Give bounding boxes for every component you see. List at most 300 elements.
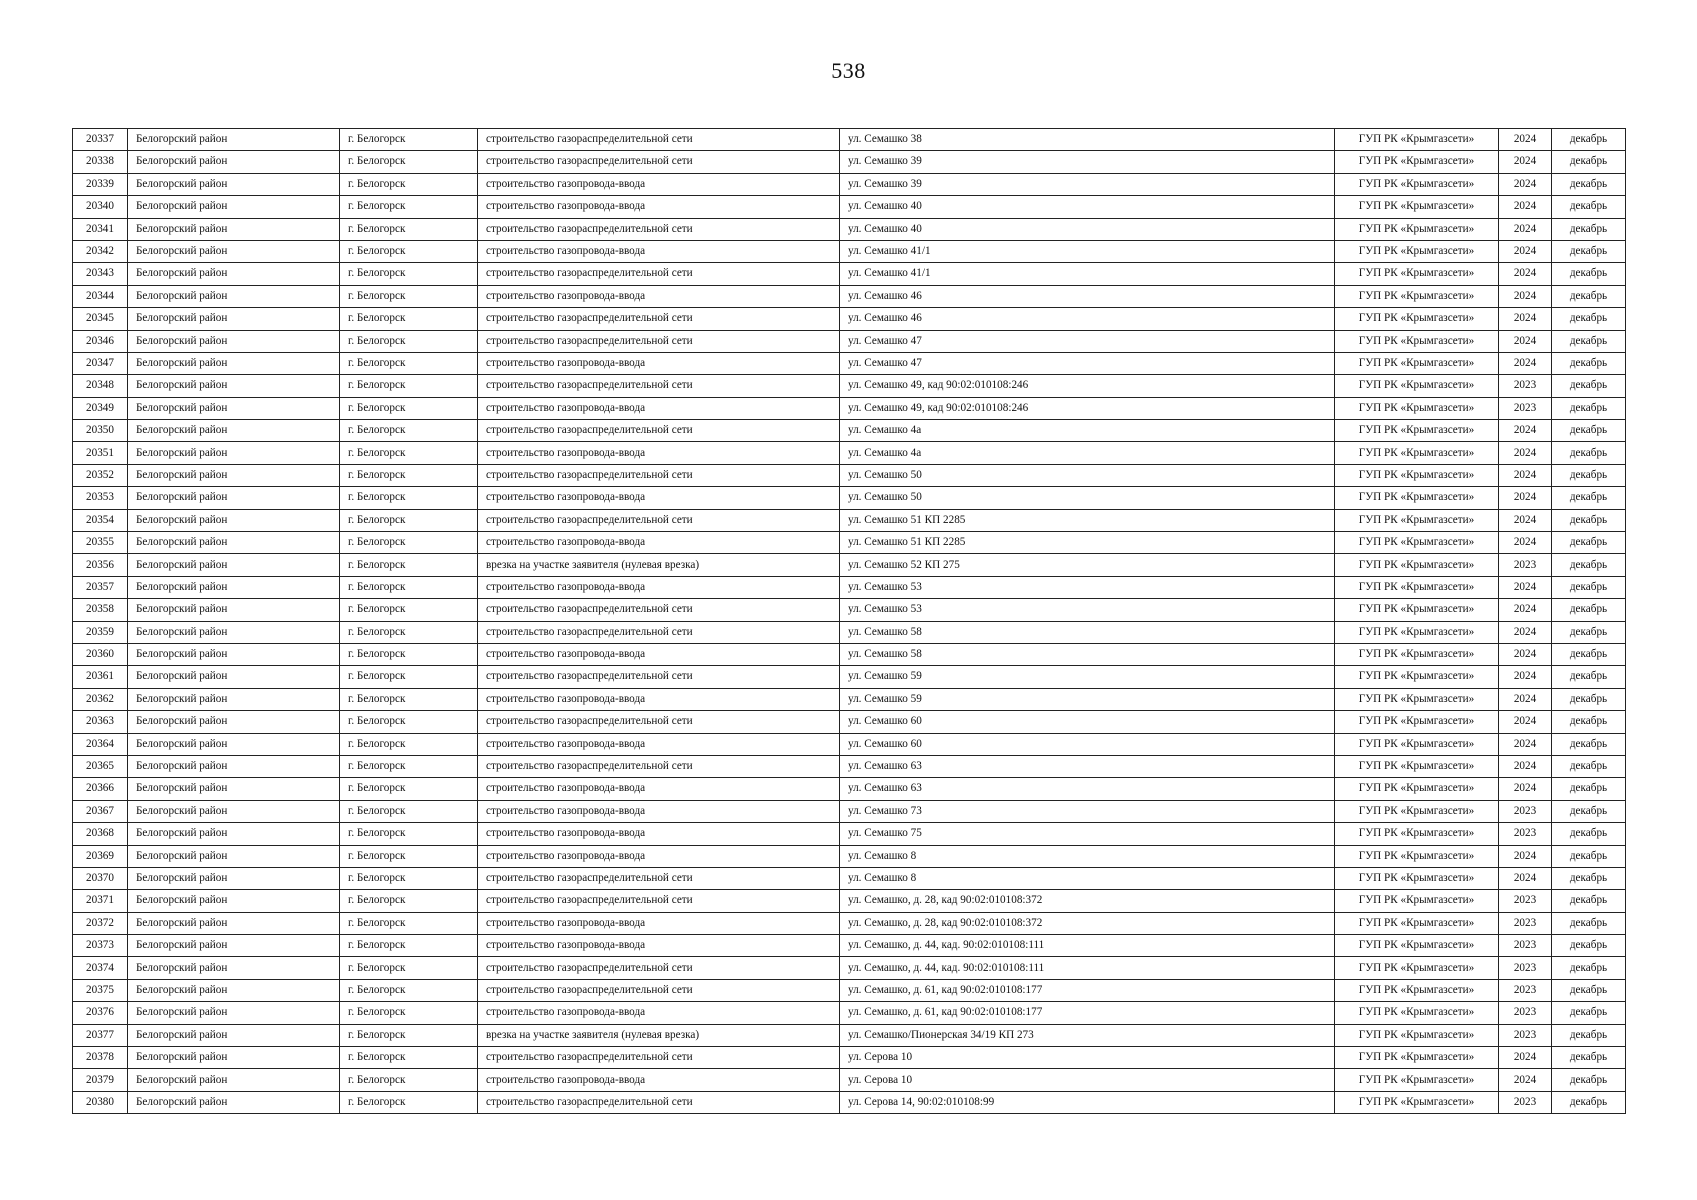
cell-row-number: 20374	[73, 957, 128, 979]
cell-organization: ГУП РК «Крымгазсети»	[1335, 800, 1499, 822]
cell-address: ул. Семашко 50	[840, 487, 1335, 509]
table-row	[73, 263, 1626, 285]
cell-year: 2023	[1499, 912, 1552, 934]
cell-year: 2024	[1499, 666, 1552, 688]
cell-address: ул. Семашко 59	[840, 688, 1335, 710]
cell-district: Белогорский район	[128, 823, 340, 845]
cell-month: декабрь	[1552, 397, 1626, 419]
cell-organization: ГУП РК «Крымгазсети»	[1335, 666, 1499, 688]
cell-organization: ГУП РК «Крымгазсети»	[1335, 1069, 1499, 1091]
cell-year: 2024	[1499, 576, 1552, 598]
cell-organization: ГУП РК «Крымгазсети»	[1335, 196, 1499, 218]
cell-year: 2024	[1499, 1047, 1552, 1069]
cell-work-type: строительство газораспределительной сети	[478, 308, 840, 330]
cell-row-number: 20357	[73, 576, 128, 598]
cell-month: декабрь	[1552, 129, 1626, 151]
cell-year: 2024	[1499, 643, 1552, 665]
cell-organization: ГУП РК «Крымгазсети»	[1335, 352, 1499, 374]
cell-row-number: 20356	[73, 554, 128, 576]
cell-month: декабрь	[1552, 420, 1626, 442]
cell-district: Белогорский район	[128, 778, 340, 800]
table-row	[73, 308, 1626, 330]
cell-address: ул. Семашко, д. 61, кад 90:02:010108:177	[840, 979, 1335, 1001]
cell-locality: г. Белогорск	[340, 755, 478, 777]
cell-year: 2023	[1499, 890, 1552, 912]
cell-locality: г. Белогорск	[340, 800, 478, 822]
table-row	[73, 979, 1626, 1001]
cell-work-type: врезка на участке заявителя (нулевая врезка)	[478, 554, 840, 576]
cell-address: ул. Семашко 75	[840, 823, 1335, 845]
cell-locality: г. Белогорск	[340, 778, 478, 800]
table-row	[73, 218, 1626, 240]
cell-address: ул. Семашко 38	[840, 129, 1335, 151]
cell-row-number: 20379	[73, 1069, 128, 1091]
cell-organization: ГУП РК «Крымгазсети»	[1335, 867, 1499, 889]
table-row	[73, 240, 1626, 262]
cell-address: ул. Семашко 4а	[840, 420, 1335, 442]
cell-organization: ГУП РК «Крымгазсети»	[1335, 979, 1499, 1001]
cell-district: Белогорский район	[128, 397, 340, 419]
cell-year: 2024	[1499, 688, 1552, 710]
cell-row-number: 20373	[73, 935, 128, 957]
cell-organization: ГУП РК «Крымгазсети»	[1335, 643, 1499, 665]
cell-month: декабрь	[1552, 666, 1626, 688]
cell-locality: г. Белогорск	[340, 643, 478, 665]
cell-year: 2023	[1499, 979, 1552, 1001]
cell-year: 2023	[1499, 375, 1552, 397]
table-row	[73, 666, 1626, 688]
table-row	[73, 1091, 1626, 1113]
cell-district: Белогорский район	[128, 285, 340, 307]
cell-organization: ГУП РК «Крымгазсети»	[1335, 129, 1499, 151]
cell-organization: ГУП РК «Крымгазсети»	[1335, 688, 1499, 710]
cell-row-number: 20378	[73, 1047, 128, 1069]
cell-organization: ГУП РК «Крымгазсети»	[1335, 823, 1499, 845]
cell-work-type: строительство газораспределительной сети	[478, 330, 840, 352]
cell-district: Белогорский район	[128, 263, 340, 285]
cell-organization: ГУП РК «Крымгазсети»	[1335, 1047, 1499, 1069]
cell-work-type: строительство газораспределительной сети	[478, 263, 840, 285]
cell-year: 2024	[1499, 196, 1552, 218]
cell-month: декабрь	[1552, 218, 1626, 240]
cell-organization: ГУП РК «Крымгазсети»	[1335, 621, 1499, 643]
cell-month: декабрь	[1552, 464, 1626, 486]
cell-work-type: строительство газораспределительной сети	[478, 1047, 840, 1069]
cell-locality: г. Белогорск	[340, 532, 478, 554]
cell-organization: ГУП РК «Крымгазсети»	[1335, 240, 1499, 262]
cell-year: 2023	[1499, 935, 1552, 957]
table-row	[73, 688, 1626, 710]
cell-month: декабрь	[1552, 352, 1626, 374]
cell-work-type: строительство газораспределительной сети	[478, 464, 840, 486]
cell-year: 2024	[1499, 218, 1552, 240]
cell-work-type: строительство газораспределительной сети	[478, 711, 840, 733]
cell-locality: г. Белогорск	[340, 890, 478, 912]
cell-organization: ГУП РК «Крымгазсети»	[1335, 576, 1499, 598]
cell-row-number: 20364	[73, 733, 128, 755]
table-row	[73, 487, 1626, 509]
cell-locality: г. Белогорск	[340, 912, 478, 934]
cell-year: 2024	[1499, 442, 1552, 464]
cell-year: 2024	[1499, 308, 1552, 330]
cell-month: декабрь	[1552, 308, 1626, 330]
table-row	[73, 554, 1626, 576]
cell-work-type: строительство газораспределительной сети	[478, 509, 840, 531]
cell-work-type: строительство газораспределительной сети	[478, 957, 840, 979]
cell-row-number: 20344	[73, 285, 128, 307]
cell-address: ул. Семашко 52 КП 275	[840, 554, 1335, 576]
cell-row-number: 20372	[73, 912, 128, 934]
cell-year: 2024	[1499, 711, 1552, 733]
table-row	[73, 330, 1626, 352]
cell-row-number: 20347	[73, 352, 128, 374]
cell-district: Белогорский район	[128, 487, 340, 509]
cell-district: Белогорский район	[128, 912, 340, 934]
cell-year: 2023	[1499, 800, 1552, 822]
cell-year: 2023	[1499, 1002, 1552, 1024]
cell-month: декабрь	[1552, 912, 1626, 934]
cell-month: декабрь	[1552, 800, 1626, 822]
cell-organization: ГУП РК «Крымгазсети»	[1335, 711, 1499, 733]
cell-month: декабрь	[1552, 778, 1626, 800]
cell-district: Белогорский район	[128, 1002, 340, 1024]
cell-district: Белогорский район	[128, 599, 340, 621]
cell-work-type: строительство газопровода-ввода	[478, 733, 840, 755]
cell-year: 2024	[1499, 464, 1552, 486]
table-row	[73, 576, 1626, 598]
cell-organization: ГУП РК «Крымгазсети»	[1335, 173, 1499, 195]
cell-row-number: 20342	[73, 240, 128, 262]
cell-row-number: 20363	[73, 711, 128, 733]
cell-year: 2024	[1499, 487, 1552, 509]
cell-address: ул. Семашко 49, кад 90:02:010108:246	[840, 375, 1335, 397]
cell-month: декабрь	[1552, 263, 1626, 285]
cell-district: Белогорский район	[128, 688, 340, 710]
cell-work-type: строительство газораспределительной сети	[478, 621, 840, 643]
cell-district: Белогорский район	[128, 1024, 340, 1046]
cell-address: ул. Семашко 73	[840, 800, 1335, 822]
table-row	[73, 151, 1626, 173]
cell-work-type: строительство газопровода-ввода	[478, 352, 840, 374]
table-row	[73, 867, 1626, 889]
cell-row-number: 20341	[73, 218, 128, 240]
cell-address: ул. Семашко 50	[840, 464, 1335, 486]
cell-locality: г. Белогорск	[340, 957, 478, 979]
cell-district: Белогорский район	[128, 308, 340, 330]
cell-locality: г. Белогорск	[340, 823, 478, 845]
cell-district: Белогорский район	[128, 867, 340, 889]
cell-district: Белогорский район	[128, 979, 340, 1001]
table-row	[73, 196, 1626, 218]
cell-month: декабрь	[1552, 173, 1626, 195]
cell-address: ул. Семашко 40	[840, 196, 1335, 218]
cell-district: Белогорский район	[128, 1091, 340, 1113]
table-row	[73, 285, 1626, 307]
cell-address: ул. Семашко 41/1	[840, 240, 1335, 262]
cell-district: Белогорский район	[128, 1047, 340, 1069]
cell-year: 2024	[1499, 621, 1552, 643]
cell-work-type: строительство газораспределительной сети	[478, 420, 840, 442]
cell-organization: ГУП РК «Крымгазсети»	[1335, 778, 1499, 800]
cell-address: ул. Семашко 51 КП 2285	[840, 509, 1335, 531]
cell-locality: г. Белогорск	[340, 218, 478, 240]
cell-work-type: строительство газораспределительной сети	[478, 375, 840, 397]
cell-row-number: 20371	[73, 890, 128, 912]
cell-locality: г. Белогорск	[340, 1047, 478, 1069]
cell-district: Белогорский район	[128, 890, 340, 912]
cell-month: декабрь	[1552, 487, 1626, 509]
cell-locality: г. Белогорск	[340, 599, 478, 621]
cell-month: декабрь	[1552, 151, 1626, 173]
cell-work-type: строительство газораспределительной сети	[478, 867, 840, 889]
cell-address: ул. Семашко 63	[840, 778, 1335, 800]
cell-month: декабрь	[1552, 621, 1626, 643]
cell-organization: ГУП РК «Крымгазсети»	[1335, 487, 1499, 509]
cell-organization: ГУП РК «Крымгазсети»	[1335, 218, 1499, 240]
cell-year: 2024	[1499, 509, 1552, 531]
cell-district: Белогорский район	[128, 196, 340, 218]
cell-address: ул. Семашко 39	[840, 173, 1335, 195]
cell-month: декабрь	[1552, 845, 1626, 867]
cell-month: декабрь	[1552, 711, 1626, 733]
cell-locality: г. Белогорск	[340, 151, 478, 173]
cell-year: 2023	[1499, 957, 1552, 979]
cell-work-type: врезка на участке заявителя (нулевая врезка)	[478, 1024, 840, 1046]
table-row	[73, 464, 1626, 486]
cell-work-type: строительство газораспределительной сети	[478, 755, 840, 777]
table-row	[73, 1024, 1626, 1046]
cell-district: Белогорский район	[128, 129, 340, 151]
cell-district: Белогорский район	[128, 935, 340, 957]
cell-address: ул. Семашко 53	[840, 599, 1335, 621]
cell-work-type: строительство газопровода-ввода	[478, 487, 840, 509]
cell-district: Белогорский район	[128, 420, 340, 442]
cell-row-number: 20339	[73, 173, 128, 195]
cell-month: декабрь	[1552, 935, 1626, 957]
cell-locality: г. Белогорск	[340, 711, 478, 733]
cell-row-number: 20354	[73, 509, 128, 531]
cell-work-type: строительство газопровода-ввода	[478, 532, 840, 554]
cell-work-type: строительство газораспределительной сети	[478, 599, 840, 621]
cell-organization: ГУП РК «Крымгазсети»	[1335, 845, 1499, 867]
cell-month: декабрь	[1552, 733, 1626, 755]
table-row	[73, 755, 1626, 777]
cell-locality: г. Белогорск	[340, 1069, 478, 1091]
cell-locality: г. Белогорск	[340, 733, 478, 755]
table-row	[73, 420, 1626, 442]
cell-address: ул. Семашко, д. 44, кад. 90:02:010108:111	[840, 957, 1335, 979]
cell-month: декабрь	[1552, 979, 1626, 1001]
cell-row-number: 20366	[73, 778, 128, 800]
cell-work-type: строительство газопровода-ввода	[478, 688, 840, 710]
cell-organization: ГУП РК «Крымгазсети»	[1335, 890, 1499, 912]
table-row	[73, 375, 1626, 397]
cell-address: ул. Семашко 58	[840, 643, 1335, 665]
cell-address: ул. Семашко 60	[840, 733, 1335, 755]
cell-year: 2024	[1499, 285, 1552, 307]
cell-month: декабрь	[1552, 890, 1626, 912]
table-row	[73, 733, 1626, 755]
table-row	[73, 845, 1626, 867]
cell-address: ул. Семашко 46	[840, 285, 1335, 307]
cell-district: Белогорский район	[128, 151, 340, 173]
cell-address: ул. Семашко 58	[840, 621, 1335, 643]
cell-locality: г. Белогорск	[340, 509, 478, 531]
cell-row-number: 20352	[73, 464, 128, 486]
cell-address: ул. Семашко 39	[840, 151, 1335, 173]
cell-year: 2024	[1499, 778, 1552, 800]
cell-organization: ГУП РК «Крымгазсети»	[1335, 532, 1499, 554]
cell-district: Белогорский район	[128, 532, 340, 554]
registry-body	[73, 129, 1626, 1114]
cell-locality: г. Белогорск	[340, 576, 478, 598]
cell-year: 2024	[1499, 532, 1552, 554]
cell-row-number: 20370	[73, 867, 128, 889]
cell-address: ул. Семашко 47	[840, 352, 1335, 374]
cell-year: 2024	[1499, 420, 1552, 442]
cell-year: 2024	[1499, 330, 1552, 352]
cell-organization: ГУП РК «Крымгазсети»	[1335, 733, 1499, 755]
cell-district: Белогорский район	[128, 173, 340, 195]
cell-organization: ГУП РК «Крымгазсети»	[1335, 420, 1499, 442]
cell-address: ул. Семашко, д. 28, кад 90:02:010108:372	[840, 912, 1335, 934]
cell-year: 2024	[1499, 599, 1552, 621]
cell-address: ул. Семашко 8	[840, 845, 1335, 867]
cell-organization: ГУП РК «Крымгазсети»	[1335, 957, 1499, 979]
cell-organization: ГУП РК «Крымгазсети»	[1335, 308, 1499, 330]
page-number: 538	[831, 58, 866, 83]
cell-locality: г. Белогорск	[340, 173, 478, 195]
cell-address: ул. Семашко/Пионерская 34/19 КП 273	[840, 1024, 1335, 1046]
cell-organization: ГУП РК «Крымгазсети»	[1335, 285, 1499, 307]
cell-locality: г. Белогорск	[340, 308, 478, 330]
cell-row-number: 20349	[73, 397, 128, 419]
table-row	[73, 1002, 1626, 1024]
cell-address: ул. Серова 10	[840, 1069, 1335, 1091]
cell-year: 2024	[1499, 1069, 1552, 1091]
cell-year: 2023	[1499, 554, 1552, 576]
cell-work-type: строительство газопровода-ввода	[478, 173, 840, 195]
cell-row-number: 20360	[73, 643, 128, 665]
cell-month: декабрь	[1552, 1047, 1626, 1069]
cell-work-type: строительство газопровода-ввода	[478, 1069, 840, 1091]
cell-work-type: строительство газопровода-ввода	[478, 196, 840, 218]
cell-row-number: 20368	[73, 823, 128, 845]
cell-organization: ГУП РК «Крымгазсети»	[1335, 509, 1499, 531]
cell-month: декабрь	[1552, 554, 1626, 576]
cell-row-number: 20350	[73, 420, 128, 442]
cell-work-type: строительство газопровода-ввода	[478, 442, 840, 464]
cell-month: декабрь	[1552, 755, 1626, 777]
cell-year: 2024	[1499, 240, 1552, 262]
cell-locality: г. Белогорск	[340, 1024, 478, 1046]
cell-locality: г. Белогорск	[340, 464, 478, 486]
cell-address: ул. Семашко 41/1	[840, 263, 1335, 285]
cell-organization: ГУП РК «Крымгазсети»	[1335, 755, 1499, 777]
table-row	[73, 1069, 1626, 1091]
cell-month: декабрь	[1552, 1002, 1626, 1024]
cell-locality: г. Белогорск	[340, 935, 478, 957]
cell-locality: г. Белогорск	[340, 554, 478, 576]
cell-month: декабрь	[1552, 196, 1626, 218]
cell-locality: г. Белогорск	[340, 442, 478, 464]
cell-year: 2024	[1499, 352, 1552, 374]
cell-month: декабрь	[1552, 1091, 1626, 1113]
cell-row-number: 20343	[73, 263, 128, 285]
table-row	[73, 890, 1626, 912]
cell-month: декабрь	[1552, 1069, 1626, 1091]
cell-month: декабрь	[1552, 532, 1626, 554]
cell-year: 2024	[1499, 867, 1552, 889]
cell-row-number: 20380	[73, 1091, 128, 1113]
cell-year: 2023	[1499, 1091, 1552, 1113]
cell-address: ул. Серова 14, 90:02:010108:99	[840, 1091, 1335, 1113]
cell-row-number: 20353	[73, 487, 128, 509]
cell-month: декабрь	[1552, 285, 1626, 307]
cell-locality: г. Белогорск	[340, 352, 478, 374]
cell-address: ул. Семашко 47	[840, 330, 1335, 352]
cell-organization: ГУП РК «Крымгазсети»	[1335, 599, 1499, 621]
cell-year: 2024	[1499, 263, 1552, 285]
cell-year: 2024	[1499, 733, 1552, 755]
cell-locality: г. Белогорск	[340, 487, 478, 509]
cell-organization: ГУП РК «Крымгазсети»	[1335, 151, 1499, 173]
table-row	[73, 532, 1626, 554]
cell-work-type: строительство газораспределительной сети	[478, 218, 840, 240]
cell-row-number: 20365	[73, 755, 128, 777]
cell-row-number: 20340	[73, 196, 128, 218]
cell-address: ул. Семашко 51 КП 2285	[840, 532, 1335, 554]
cell-work-type: строительство газопровода-ввода	[478, 823, 840, 845]
cell-address: ул. Серова 10	[840, 1047, 1335, 1069]
cell-month: декабрь	[1552, 1024, 1626, 1046]
cell-year: 2023	[1499, 1024, 1552, 1046]
cell-row-number: 20362	[73, 688, 128, 710]
table-row	[73, 711, 1626, 733]
cell-organization: ГУП РК «Крымгазсети»	[1335, 375, 1499, 397]
cell-address: ул. Семашко 59	[840, 666, 1335, 688]
cell-year: 2023	[1499, 823, 1552, 845]
cell-locality: г. Белогорск	[340, 263, 478, 285]
cell-row-number: 20337	[73, 129, 128, 151]
cell-organization: ГУП РК «Крымгазсети»	[1335, 442, 1499, 464]
cell-locality: г. Белогорск	[340, 397, 478, 419]
cell-locality: г. Белогорск	[340, 129, 478, 151]
cell-month: декабрь	[1552, 643, 1626, 665]
cell-year: 2023	[1499, 397, 1552, 419]
cell-row-number: 20348	[73, 375, 128, 397]
cell-district: Белогорский район	[128, 711, 340, 733]
table-row	[73, 1047, 1626, 1069]
cell-month: декабрь	[1552, 442, 1626, 464]
cell-locality: г. Белогорск	[340, 240, 478, 262]
cell-district: Белогорский район	[128, 330, 340, 352]
cell-locality: г. Белогорск	[340, 330, 478, 352]
cell-year: 2024	[1499, 129, 1552, 151]
cell-row-number: 20375	[73, 979, 128, 1001]
table-row	[73, 935, 1626, 957]
cell-organization: ГУП РК «Крымгазсети»	[1335, 1024, 1499, 1046]
cell-year: 2024	[1499, 845, 1552, 867]
cell-row-number: 20376	[73, 1002, 128, 1024]
cell-address: ул. Семашко 60	[840, 711, 1335, 733]
cell-district: Белогорский район	[128, 643, 340, 665]
cell-month: декабрь	[1552, 957, 1626, 979]
cell-year: 2024	[1499, 151, 1552, 173]
cell-month: декабрь	[1552, 599, 1626, 621]
cell-row-number: 20359	[73, 621, 128, 643]
cell-month: декабрь	[1552, 240, 1626, 262]
